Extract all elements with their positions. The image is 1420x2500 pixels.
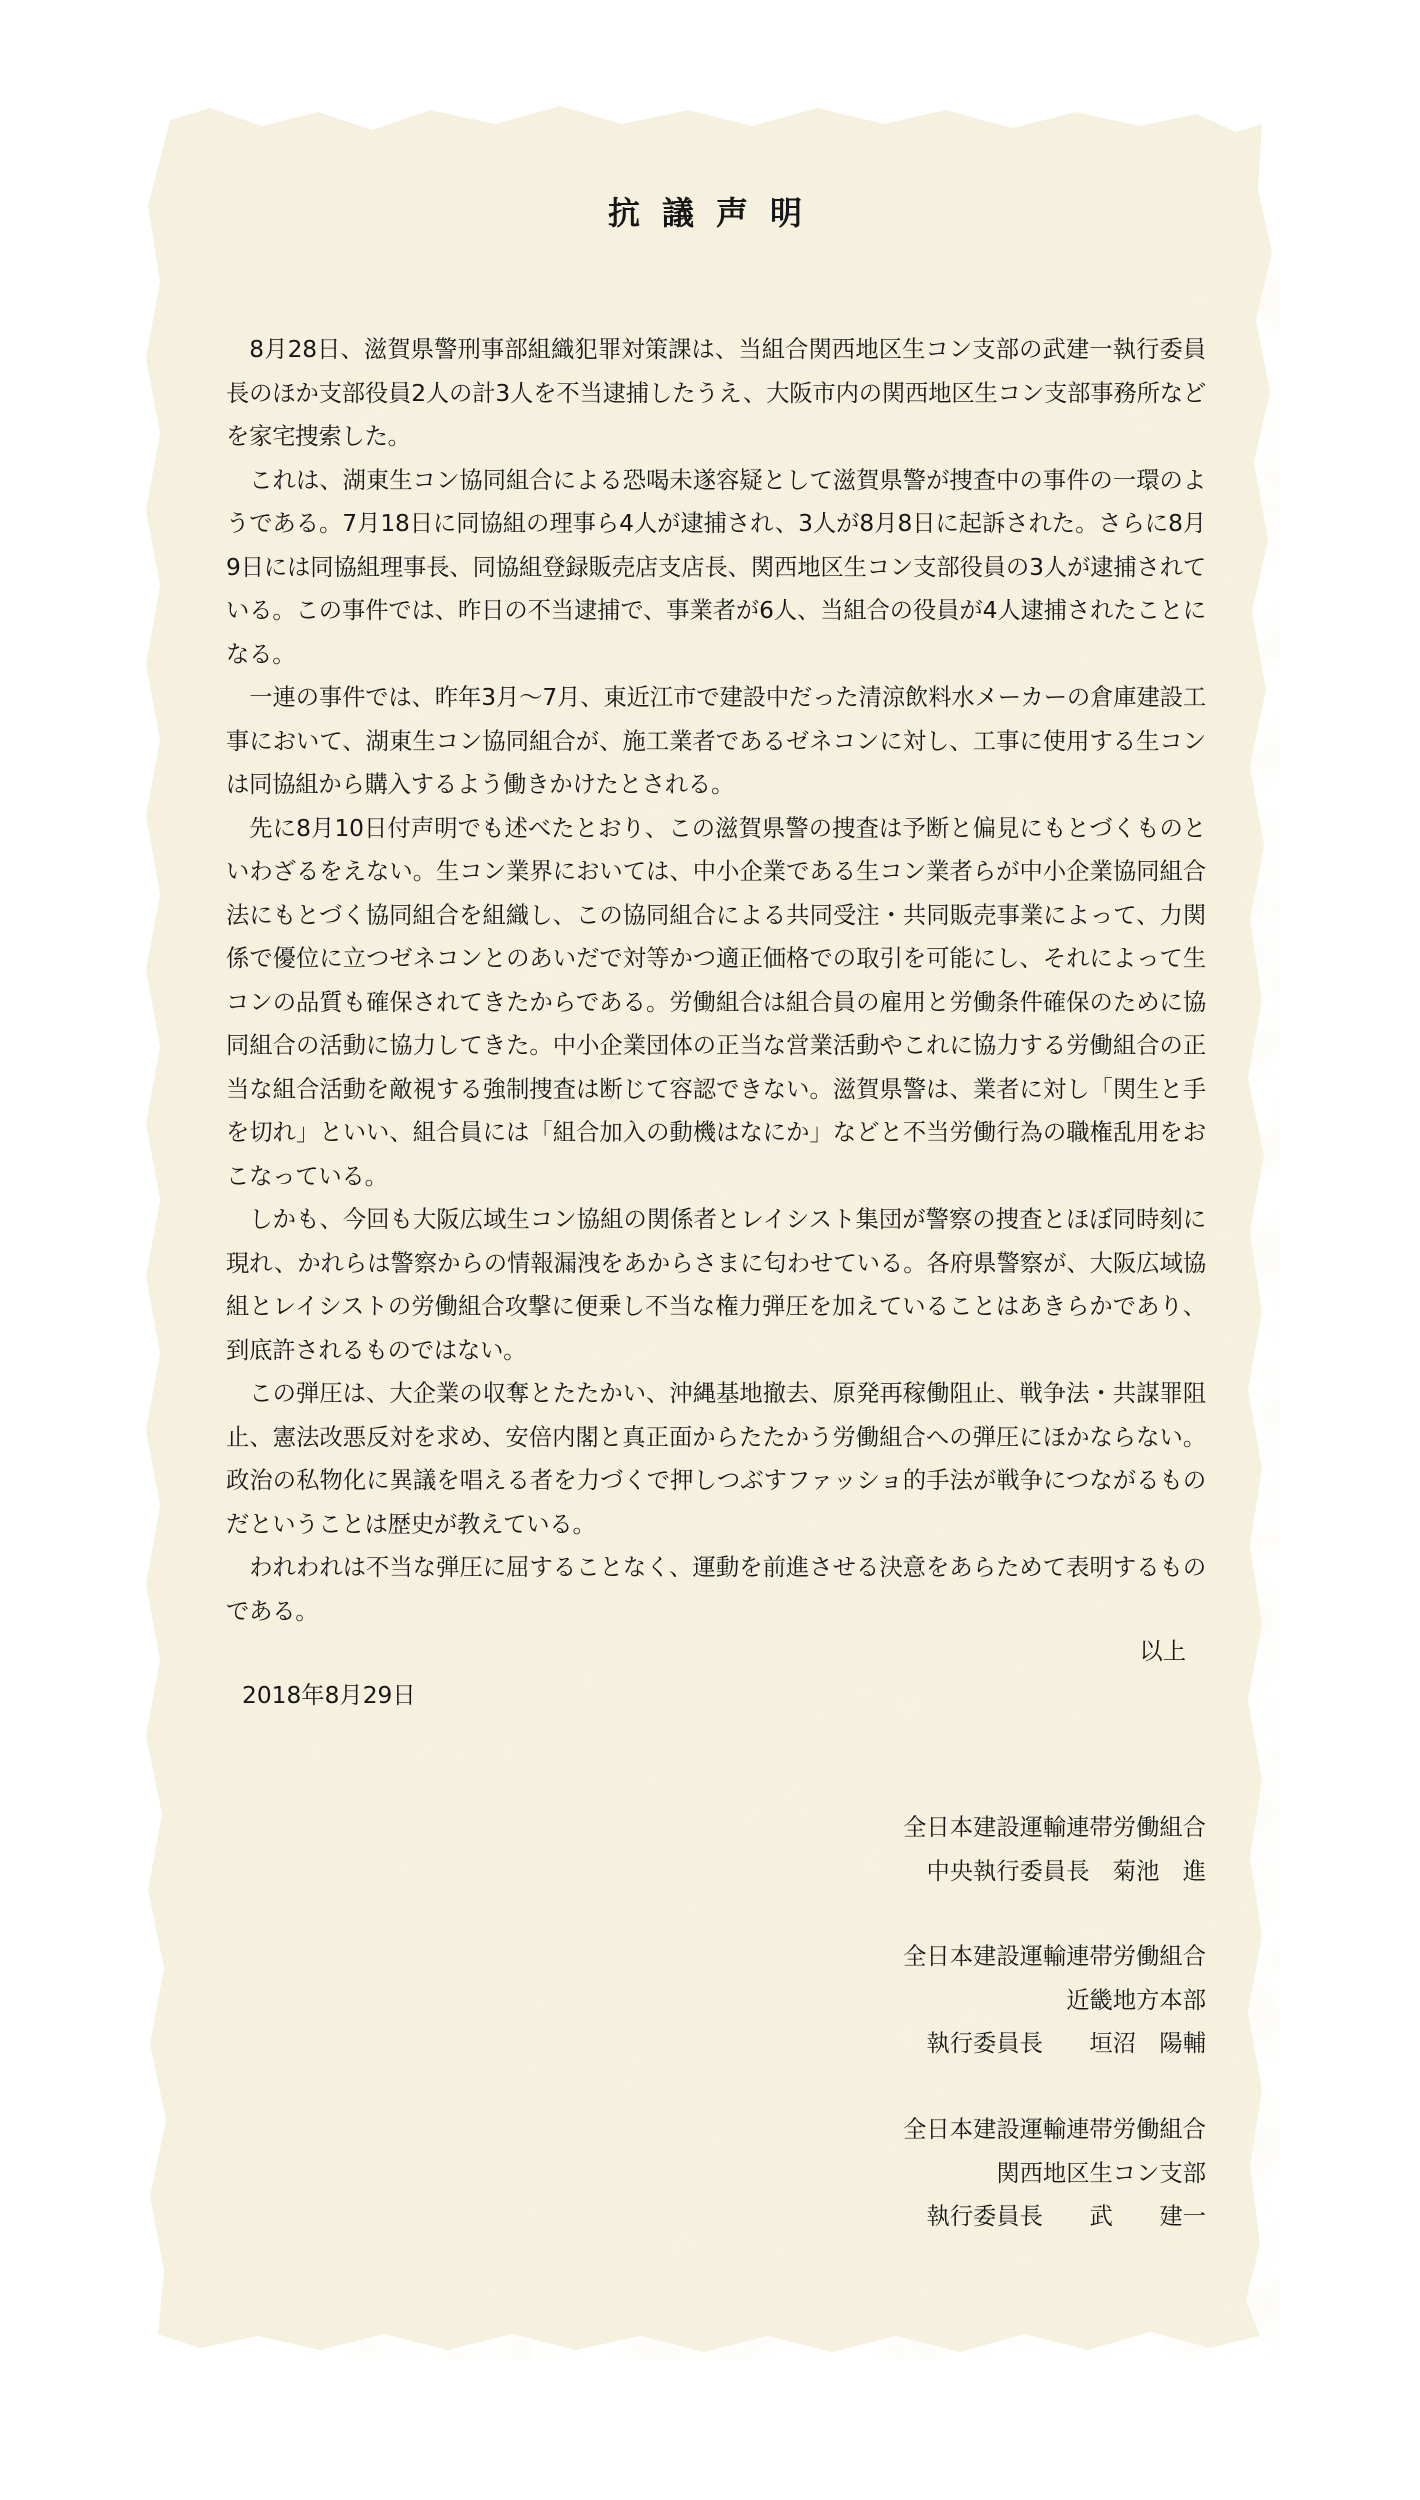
signature-line: 執行委員長 垣沼 陽輔: [926, 2030, 1206, 2057]
signature-block: [506, 2108, 1206, 2239]
statement-title: 抗議声明: [607, 194, 824, 232]
signature-block: [506, 1806, 1206, 1893]
statement-paragraph: しかも、今回も大阪広域生コン協組の関係者とレイシスト集団が警察の捜査とほぼ同時刻に現れ、かれらは警察からの情報漏洩をあからさまに匂わせている。各府県警察が、大阪広域協組とレイシストの労働組合攻撃に便乗し不当な権力弾圧を加えていることはあきらかであり、到底許されるものではない。: [226, 1206, 1206, 1364]
statement-paragraph: 8月28日、滋賀県警刑事部組織犯罪対策課は、当組合関西地区生コン支部の武建一執行委員長のほか支部役員2人の計3人を不当逮捕したうえ、大阪市内の関西地区生コン支部事務所などを家宅捜索した。: [226, 336, 1206, 450]
statement-paragraph: この弾圧は、大企業の収奪とたたかい、沖縄基地撤去、原発再稼働阻止、戦争法・共謀罪阻止、憲法改悪反対を求め、安倍内閣と真正面からたたかう労働組合への弾圧にほかならない。政治の私物化に異議を唱える者を力づくで押しつぶすファッショ的手法が戦争につながるものだということは歴史が教えている。: [226, 1380, 1206, 1538]
signature-line: 関西地区生コン支部: [996, 2159, 1206, 2187]
signature-org: 全日本建設運輸連帯労働組合: [903, 2116, 1206, 2143]
signature-org: 全日本建設運輸連帯労働組合: [903, 1943, 1206, 1970]
statement-paragraph: われわれは不当な弾圧に屈することなく、運動を前進させる決意をあらためて表明するものである。: [226, 1554, 1206, 1625]
signature-block: [506, 1935, 1206, 2066]
signature-line: 執行委員長 武 建一: [926, 2203, 1206, 2230]
closing-remark: 以上: [1139, 1638, 1186, 1665]
signature-line: 中央執行委員長 菊池 進: [926, 1857, 1206, 1885]
signature-org: 全日本建設運輸連帯労働組合: [903, 1814, 1206, 1841]
statement-date: 2018年8月29日: [242, 1682, 416, 1709]
signature-line: 近畿地方本部: [1066, 1986, 1206, 2014]
statement-paragraph: 一連の事件では、昨年3月～7月、東近江市で建設中だった清涼飲料水メーカーの倉庫建設工事において、湖東生コン協同組合が、施工業者であるゼネコンに対し、工事に使用する生コンは同協組から購入するよう働きかけたとされる。: [226, 684, 1206, 798]
statement-body: [226, 328, 1206, 1633]
statement-paragraph: これは、湖東生コン協同組合による恐喝未遂容疑として滋賀県警が捜査中の事件の一環のようである。7月18日に同協組の理事ら4人が逮捕され、3人が8月8日に起訴された。さらに8月9日には同協組理事長、同協組登録販売店支店長、関西地区生コン支部役員の3人が逮捕されている。この事件では、昨日の不当逮捕で、事業者が6人、当組合の役員が4人逮捕されたことになる。: [226, 466, 1206, 668]
statement-paragraph: 先に8月10日付声明でも述べたとおり、この滋賀県警の捜査は予断と偏見にもとづくものといわざるをえない。生コン業界においては、中小企業である生コン業者らが中小企業協同組合法にもとづく協同組合を組織し、この協同組合による共同受注・共同販売事業によって、力関係で優位に立つゼネコンとのあいだで対等かつ適正価格での取引を可能にし、それによって生コンの品質も確保されてきたからである。労働組合は組合員の雇用と労働条件確保のために協同組合の活動に協力してきた。中小企業団体の正当な営業活動やこれに協力する労働組合の正当な組合活動を敵視する強制捜査は断じて容認できない。滋賀県警は、業者に対し「関生と手を切れ」といい、組合員には「組合加入の動機はなにか」などと不当労働行為の職権乱用をおこなっている。: [226, 814, 1206, 1190]
